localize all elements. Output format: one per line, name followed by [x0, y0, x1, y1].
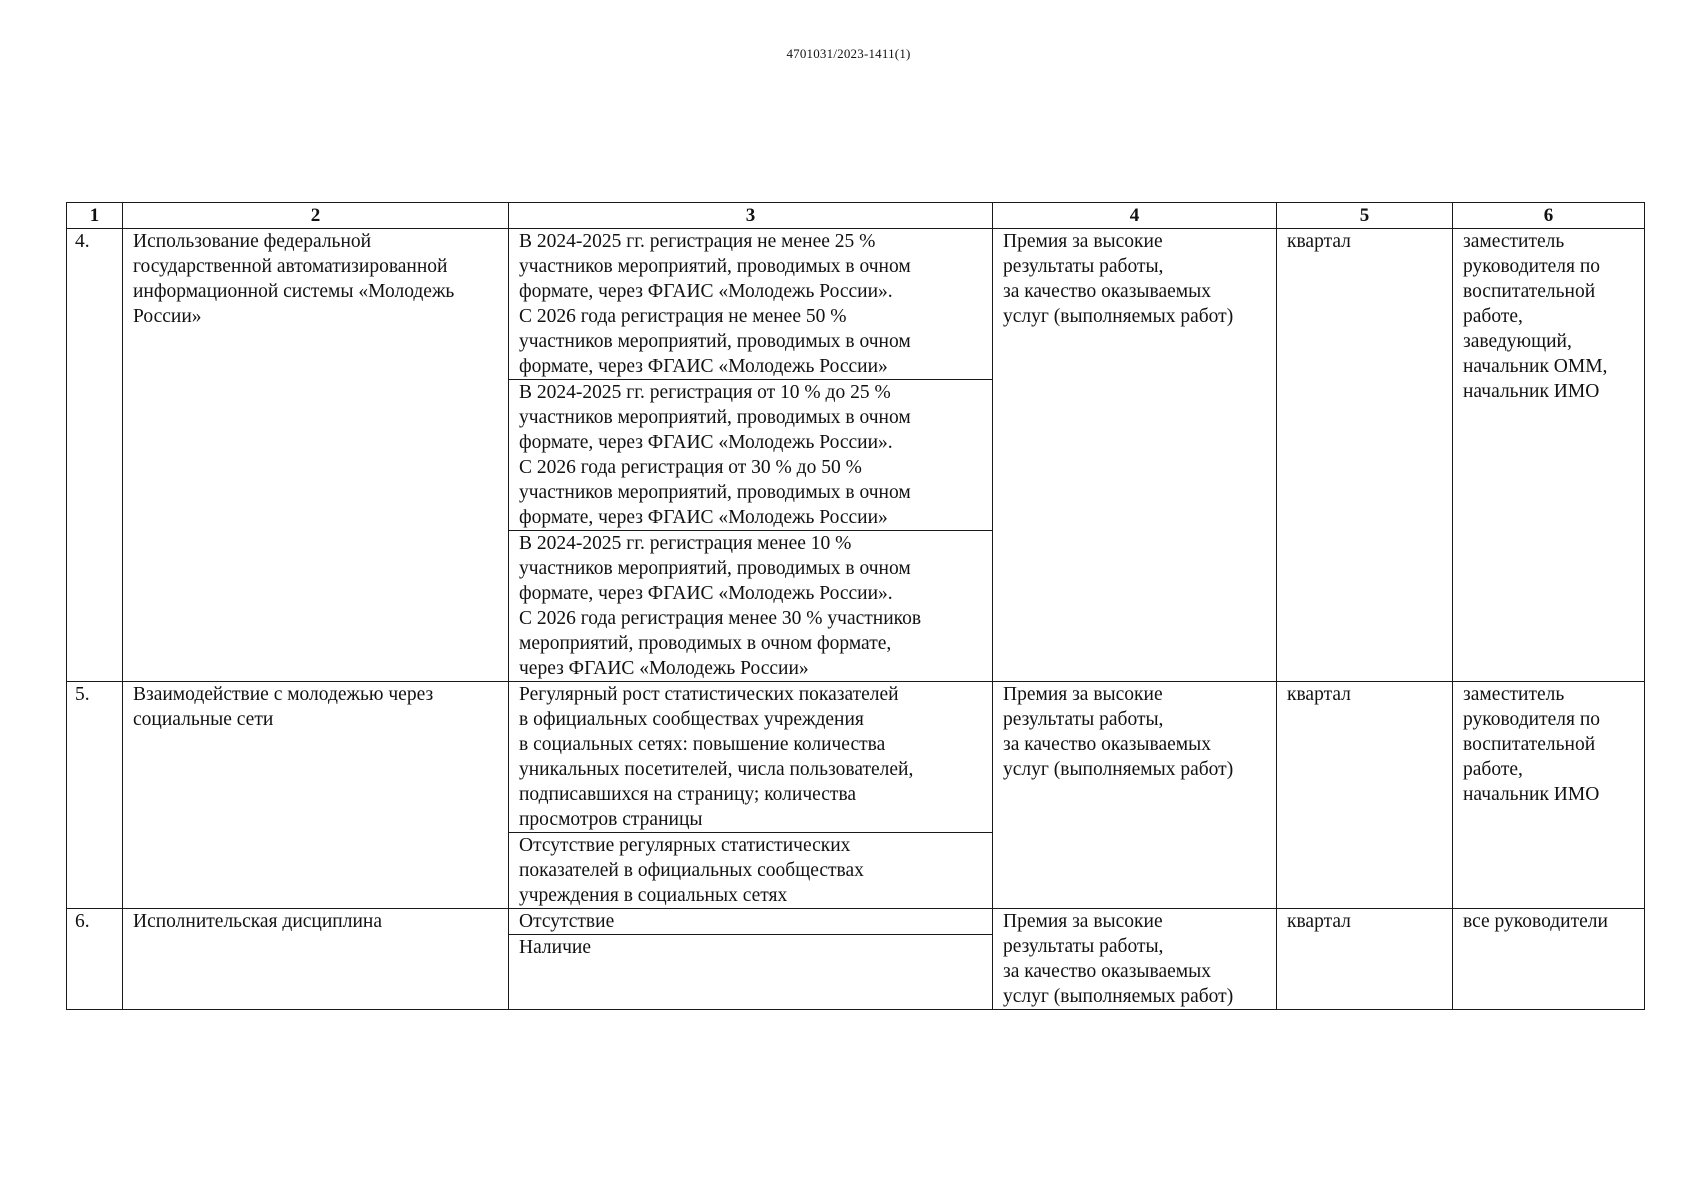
responsible-cell: заместитель руководителя по воспитательной работе, заведующий, начальник ОММ, начальник ИМО [1453, 229, 1645, 682]
criteria-table [66, 202, 1645, 1010]
criterion-item: Отсутствие [509, 909, 992, 935]
criterion-item: В 2024-2025 гг. регистрация менее 10 % участников мероприятий, проводимых в очном формате, через ФГАИС «Молодежь России». С 2026 года регистрация менее 30 % участников мероприятий, проводимых в очном формате, через ФГАИС «Молодежь России» [519, 533, 922, 679]
header-row [67, 203, 1645, 229]
column-header: 1 [67, 203, 123, 229]
column-header: 3 [509, 203, 993, 229]
criterion-item: В 2024-2025 гг. регистрация не менее 25 % участников мероприятий, проводимых в очном формате, через ФГАИС «Молодежь России». С 2026 года регистрация не менее 50 % участников мероприятий, проводимых в очном формате, через ФГАИС «Молодежь России» [509, 229, 992, 380]
row-number: 6. [67, 909, 123, 1010]
payment-cell: Премия за высокие результаты работы, за качество оказываемых услуг (выполняемых работ) [993, 229, 1277, 682]
criterion-item: Отсутствие регулярных статистических показателей в официальных сообществах учреждения в социальных сетях [519, 835, 864, 906]
indicator-cell: Взаимодействие с молодежью через социальные сети [123, 682, 509, 909]
row-number: 4. [67, 229, 123, 682]
indicator-cell: Использование федеральной государственной автоматизированной информационной системы «Молодежь России» [123, 229, 509, 682]
column-header: 5 [1277, 203, 1453, 229]
payment-cell: Премия за высокие результаты работы, за качество оказываемых услуг (выполняемых работ) [993, 682, 1277, 909]
table-row [67, 909, 1645, 1010]
row-number: 5. [67, 682, 123, 909]
responsible-cell: заместитель руководителя по воспитательной работе, начальник ИМО [1453, 682, 1645, 909]
column-header: 6 [1453, 203, 1645, 229]
criteria-cell [509, 909, 993, 1010]
period-cell: квартал [1277, 682, 1453, 909]
column-header: 2 [123, 203, 509, 229]
indicator-cell: Исполнительская дисциплина [123, 909, 509, 1010]
criterion-item: Наличие [519, 937, 591, 958]
table-row [67, 682, 1645, 909]
criteria-cell [509, 229, 993, 682]
payment-cell: Премия за высокие результаты работы, за качество оказываемых услуг (выполняемых работ) [993, 909, 1277, 1010]
period-cell: квартал [1277, 229, 1453, 682]
criteria-cell [509, 682, 993, 909]
criterion-item: В 2024-2025 гг. регистрация от 10 % до 25 % участников мероприятий, проводимых в очном формате, через ФГАИС «Молодежь России». С 2026 года регистрация от 30 % до 50 % участников мероприятий, проводимых в очном формате, через ФГАИС «Молодежь России» [509, 380, 992, 531]
responsible-cell: все руководители [1453, 909, 1645, 1010]
criterion-item: Регулярный рост статистических показателей в официальных сообществах учреждения в социальных сетях: повышение количества уникальных посетителей, числа пользователей, подписавшихся на страницу; количества просмотров страницы [509, 682, 992, 833]
document-number: 4701031/2023-1411(1) [786, 46, 911, 61]
table-row [67, 229, 1645, 682]
column-header: 4 [993, 203, 1277, 229]
period-cell: квартал [1277, 909, 1453, 1010]
